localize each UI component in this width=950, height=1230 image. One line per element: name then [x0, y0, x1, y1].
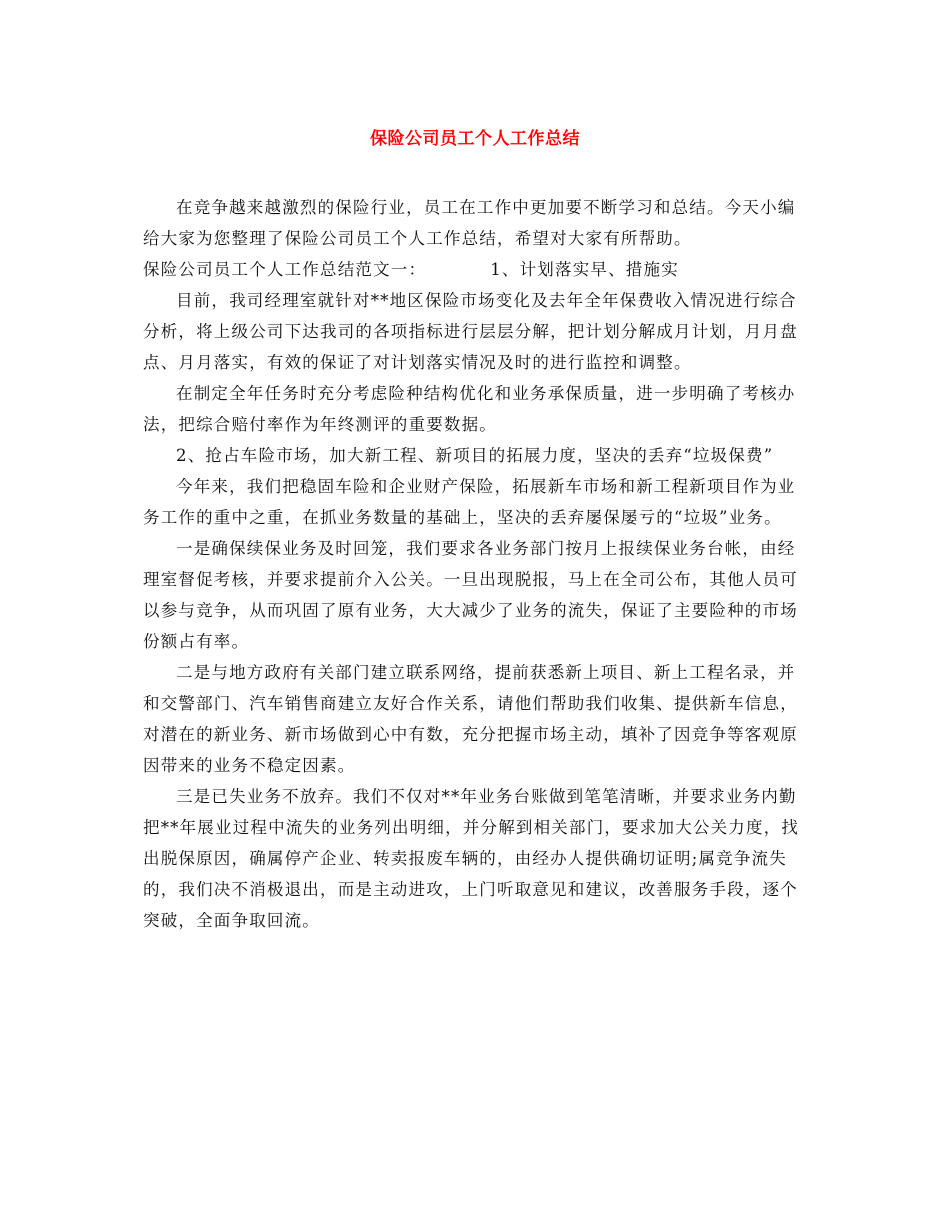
document-body	[143, 192, 810, 936]
body-paragraph: 今年来，我们把稳固车险和企业财产保险，拓展新车市场和新工程新项目作为业务工作的重中之重，在抓业务数量的基础上，坚决的丢弃屡保屡亏的“垃圾”业务。	[143, 477, 796, 527]
intro-paragraph: 在竞争越来越激烈的保险行业，员工在工作中更加要不断学习和总结。今天小编给大家为您整理了保险公司员工个人工作总结，希望对大家有所帮助。	[143, 198, 796, 248]
sample-heading: 保险公司员工个人工作总结范文一：	[143, 260, 427, 279]
document-title: 保险公司员工个人工作总结	[370, 129, 580, 149]
body-paragraph: 三是已失业务不放弃。我们不仅对**年业务台账做到笔笔清晰，并要求业务内勤把**年展业过程中流失的业务列出明细，并分解到相关部门，要求加大公关力度，找出脱保原因，确属停产企业、转卖报废车辆的，由经办人提供确切证明;属竞争流失的，我们决不消极退出，而是主动进攻，上门听取意见和建议，改善服务手段，逐个突破，全面争取回流。	[143, 787, 800, 930]
body-paragraph: 目前，我司经理室就针对**地区保险市场变化及去年全年保费收入情况进行综合分析，将上级公司下达我司的各项指标进行层层分解，把计划分解成月计划，月月盘点、月月落实，有效的保证了对计划落实情况及时的进行监控和调整。	[143, 291, 798, 372]
section1-heading: 1、计划落实早、措施实	[490, 260, 679, 279]
sample-heading-line	[143, 254, 810, 285]
body-paragraph: 一是确保续保业务及时回笼，我们要求各业务部门按月上报续保业务台帐，由经理室督促考核，并要求提前介入公关。一旦出现脱报，马上在全司公布，其他人员可以参与竞争，从而巩固了原有业务，大大减少了业务的流失，保证了主要险种的市场份额占有率。	[143, 539, 798, 651]
section2-heading: 2、抢占车险市场，加大新工程、新项目的拓展力度，坚决的丢弃“垃圾保费”	[176, 446, 774, 465]
body-paragraph: 二是与地方政府有关部门建立联系网络，提前获悉新上项目、新上工程名录，并和交警部门、汽车销售商建立友好合作关系，请他们帮助我们收集、提供新车信息，对潜在的新业务、新市场做到心中有数，充分把握市场主动，填补了因竞争等客观原因带来的业务不稳定因素。	[143, 663, 798, 775]
body-paragraph: 在制定全年任务时充分考虑险种结构优化和业务承保质量，进一步明确了考核办法，把综合赔付率作为年终测评的重要数据。	[143, 384, 796, 434]
